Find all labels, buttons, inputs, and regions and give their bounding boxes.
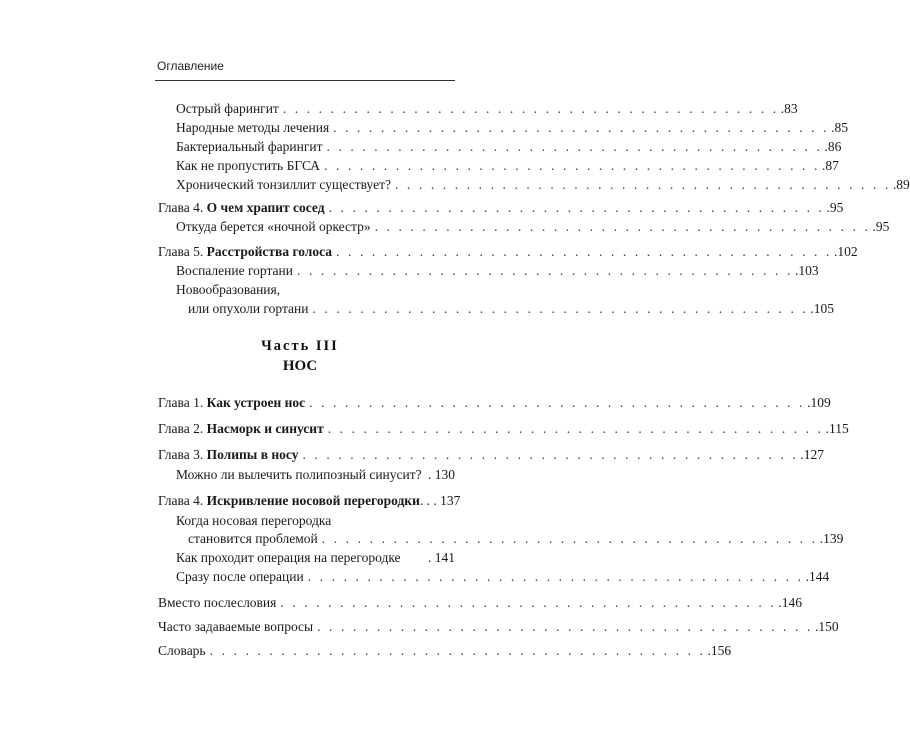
toc-entry-chapter[interactable] [158, 492, 461, 509]
leader-dots: . . . . . . . . . . . . . . . . . . . . . . . . . . . . . . . . . . . . . . . . . . [312, 301, 809, 316]
toc-entry[interactable] [176, 138, 842, 155]
leader-dots: . . . . . . . . . . . . . . . . . . . . . . . . . . . . . . . . . . . . . . . . . . [302, 447, 799, 462]
toc-entry[interactable] [176, 176, 910, 193]
entry-title: Насморк и синусит [206, 421, 324, 436]
page-number: .95 [826, 200, 844, 215]
page-number: . . . 137 [419, 493, 461, 508]
toc-entry[interactable] [158, 594, 802, 611]
leader-dots: . . . . . . . . . . . . . . . . . . . . . . . . . . . . . . . . . . . . . . . . . . [374, 219, 871, 234]
toc-entry[interactable] [176, 218, 890, 235]
page-number: .102 [833, 244, 858, 259]
page-number: .85 [831, 120, 848, 135]
page-number: .115 [825, 421, 849, 436]
leader-dots: . . . . . . . . . . . . . . . . . . . . . . . . . . . . . . . . . . . . . . . . . . [336, 244, 832, 259]
entry-title: О чем храпит сосед [206, 200, 325, 215]
leader-dots: . . . . . . . . . . . . . . . . . . . . . . . . . . . . . . . . . . . . . . . . . . [321, 531, 818, 546]
entry-title: Острый фарингит [176, 101, 279, 116]
entry-title: Как проходит операция на перегородке [176, 550, 401, 565]
entry-title: Откуда берется «ночной оркестр» [176, 219, 371, 234]
entry-title: Полипы в носу [206, 447, 299, 462]
header-divider [155, 80, 455, 81]
page-number: .103 [794, 263, 819, 278]
leader-dots: . . . . . . . . . . . . . . . . . . . . . . . . . . . . . . . . . . . . . . . . . . [307, 569, 804, 584]
entry-title: Сразу после операции [176, 569, 304, 584]
chapter-number: Глава 3. [158, 447, 204, 462]
toc-entry[interactable] [176, 119, 848, 136]
leader-dots: . . . . . . . . . . . . . . . . . . . . . . . . . . . . . . . . . . . . . . . . . . [394, 177, 891, 192]
entry-title: Воспаление гортани [176, 263, 293, 278]
toc-entry[interactable] [176, 100, 798, 117]
chapter-number: Глава 4. [158, 493, 204, 508]
entry-title: Народные методы лечения [176, 120, 330, 135]
leader-dots: . . . . . . . . . . . . . . . . . . . . . . . . . . . . . . . . . . . . . . . . . . [324, 158, 820, 173]
toc-entry-chapter[interactable] [158, 199, 844, 216]
leader-dots: . . . . . . . . . . . . . . . . . . . . . . . . . . . . . . . . . . . . . . . . . . [280, 595, 777, 610]
entry-title: Хронический тонзиллит существует? [176, 177, 391, 192]
leader-dots: . . . . . . . . . . . . . . . . . . . . . . . . . . . . . . . . . . . . . . . . . . [309, 395, 806, 410]
leader-dots: . . . . . . . . . . . . . . . . . . . . . . . . . . . . . . . . . . . . . . . . . . [327, 421, 824, 436]
page-number: . 130 [428, 467, 455, 482]
page-number: .109 [807, 395, 831, 410]
leader-dots: . . . . . . . . . . . . . . . . . . . . . . . . . . . . . . . . . . . . . . . . . . [326, 139, 823, 154]
leader-dots: . . . . . . . . . . . . . . . . . . . . . . . . . . . . . . . . . . . . . . . . . . [317, 619, 814, 634]
entry-title: или опухоли гортани [188, 301, 309, 316]
toc-entry[interactable] [158, 642, 732, 659]
page-number: .86 [824, 139, 842, 154]
part-name: НОС [282, 358, 318, 374]
page-number: .83 [780, 101, 798, 116]
page-number: .139 [819, 531, 844, 546]
leader-dots: . . . . . . . . . . . . . . . . . . . . . . . . . . . . . . . . . . . . . . . . . . [328, 200, 825, 215]
entry-title-line1: Новообразования, [176, 282, 281, 297]
running-header: Оглавление [157, 59, 224, 73]
chapter-number: Глава 2. [158, 421, 204, 436]
toc-entry[interactable] [176, 466, 455, 483]
entry-title: Можно ли вылечить полипозный синусит? [176, 467, 422, 482]
entry-title: Бактериальный фарингит [176, 139, 323, 154]
entry-title: Как устроен нос [206, 395, 306, 410]
leader-dots: . . . . . . . . . . . . . . . . . . . . . . . . . . . . . . . . . . . . . . . . . . [333, 120, 830, 135]
entry-title: становится проблемой [188, 531, 318, 546]
page-number: .146 [778, 595, 802, 610]
entry-title: Часто задаваемые вопросы [158, 619, 314, 634]
toc-entry[interactable] [188, 300, 835, 317]
part-label: Часть III [261, 338, 339, 354]
chapter-number: Глава 1. [158, 395, 204, 410]
page-number: .87 [822, 158, 839, 173]
chapter-number: Глава 4. [158, 200, 204, 215]
page-number: .144 [805, 569, 830, 584]
chapter-number: Глава 5. [158, 244, 204, 259]
page-number: .150 [815, 619, 839, 634]
page-number: .95 [872, 219, 890, 234]
page-number: .127 [800, 447, 825, 462]
entry-title: Словарь [158, 643, 206, 658]
toc-entry[interactable] [176, 549, 455, 566]
page-number: .89 [892, 177, 910, 192]
toc-entry[interactable] [176, 262, 819, 279]
toc-entry-chapter[interactable] [158, 243, 858, 260]
page-number: . 141 [428, 550, 455, 565]
entry-title: Искривление носовой перегородки [206, 493, 420, 508]
toc-entry-chapter[interactable] [158, 446, 825, 463]
page-number: .156 [707, 643, 732, 658]
entry-title-line1: Когда носовая перегородка [176, 513, 332, 528]
toc-entry-chapter[interactable] [158, 420, 849, 437]
entry-title: Вместо послесловия [158, 595, 277, 610]
entry-title: Расстройства голоса [206, 244, 333, 259]
leader-dots: . . . . . . . . . . . . . . . . . . . . . . . . . . . . . . . . . . . . . . . . . . [282, 101, 779, 116]
entry-title: Как не пропустить БГСА [176, 158, 321, 173]
toc-entry[interactable] [176, 568, 830, 585]
toc-entry-chapter[interactable] [158, 394, 831, 411]
leader-dots: . . . . . . . . . . . . . . . . . . . . . . . . . . . . . . . . . . . . . . . . . . [209, 643, 706, 658]
toc-entry[interactable] [176, 157, 839, 174]
toc-entry[interactable] [158, 618, 839, 635]
page-number: .105 [810, 301, 835, 316]
toc-entry[interactable] [188, 530, 844, 547]
leader-dots: . . . . . . . . . . . . . . . . . . . . . . . . . . . . . . . . . . . . . . . . . . [297, 263, 793, 278]
